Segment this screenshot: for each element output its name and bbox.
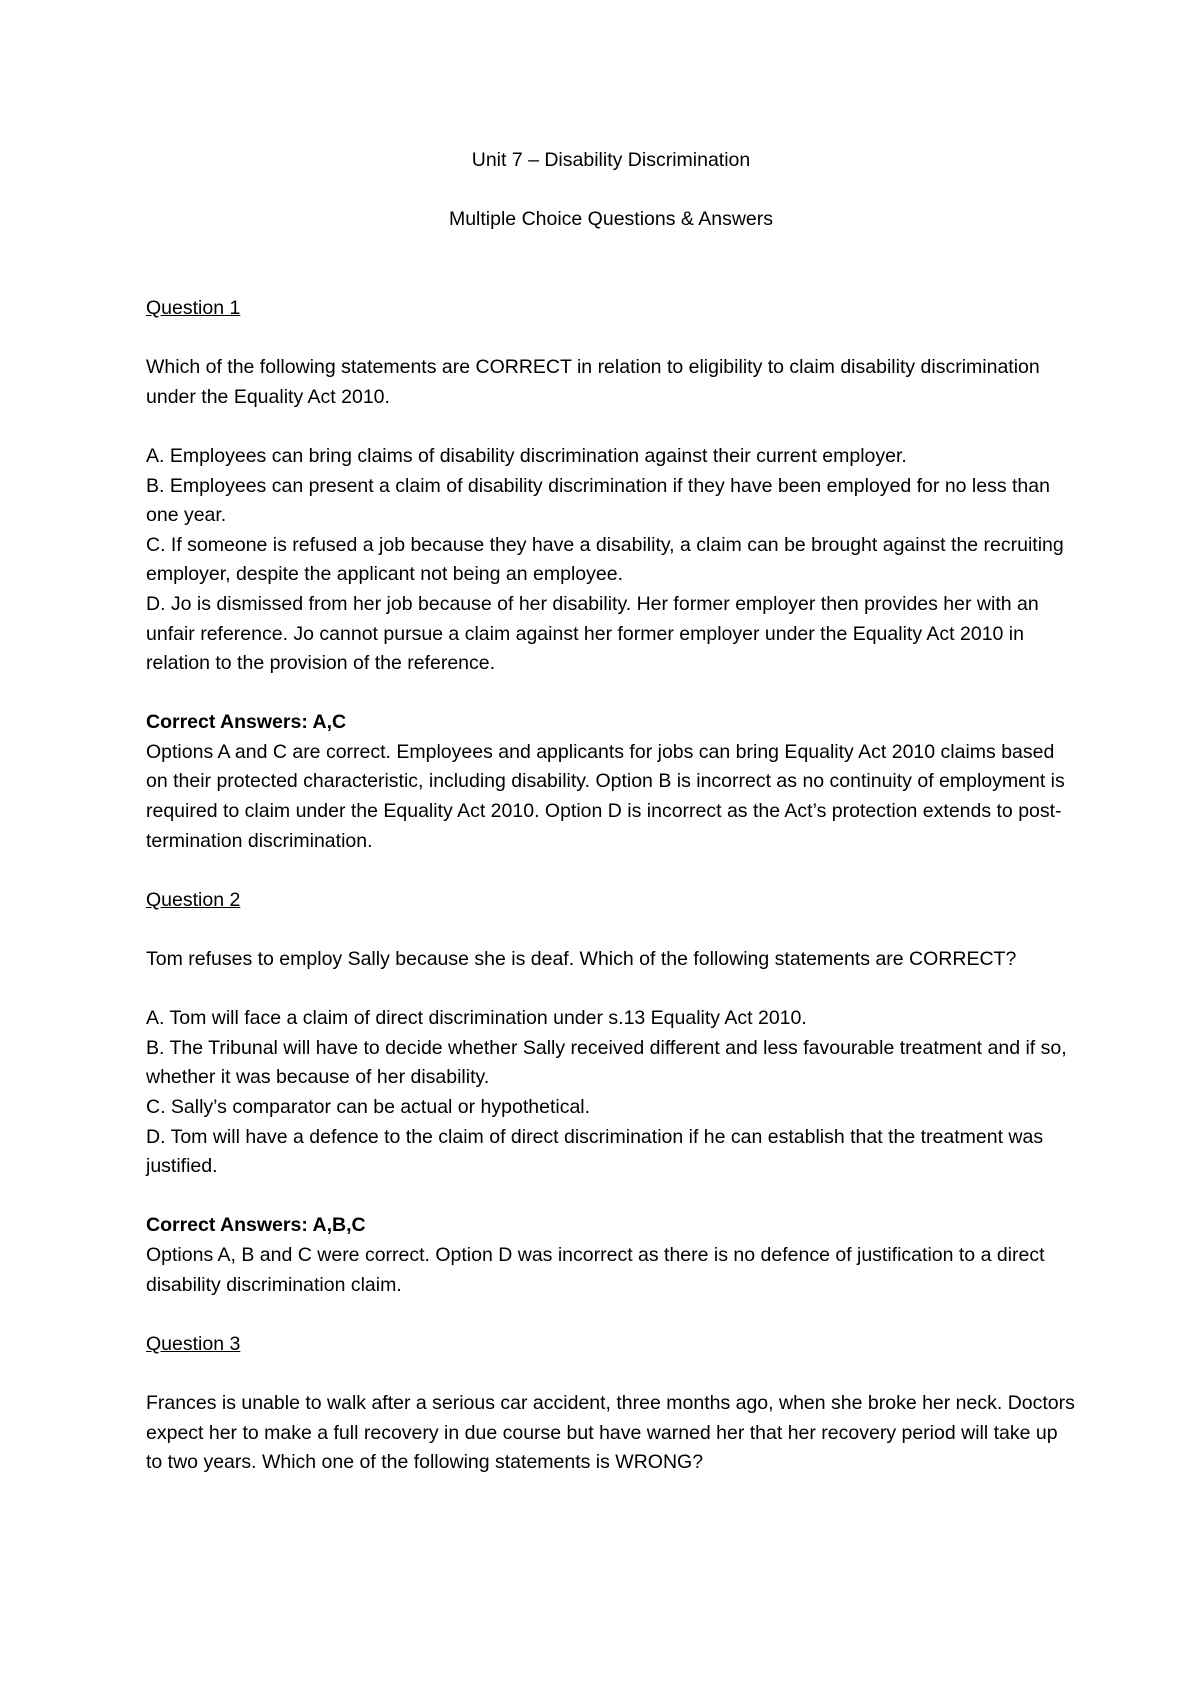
- page-subtitle: Multiple Choice Questions & Answers: [448, 208, 774, 231]
- option-list: [146, 442, 1076, 679]
- option-a: A. Employees can bring claims of disability discrimination against their current employer.: [146, 444, 907, 467]
- option-b: B. The Tribunal will have to decide whether Sally received different and less favourable treatment and if so, whether it was because of her disability.: [146, 1036, 1067, 1089]
- question-stem: Which of the following statements are CORRECT in relation to eligibility to claim disability discrimination under the Equality Act 2010.: [146, 356, 1040, 408]
- question-1: [146, 294, 1076, 856]
- question-stem: Tom refuses to employ Sally because she is deaf. Which of the following statements are CORRECT?: [146, 948, 1017, 971]
- option-list: [146, 1004, 1076, 1182]
- page-title: Unit 7 – Disability Discrimination: [471, 149, 751, 171]
- correct-answers: Correct Answers: A,C: [146, 711, 347, 734]
- question-heading: Question 3: [146, 1332, 241, 1355]
- option-a: A. Tom will face a claim of direct discrimination under s.13 Equality Act 2010.: [146, 1007, 807, 1030]
- option-c: C. If someone is refused a job because they have a disability, a claim can be brought against the recruiting employer, despite the applicant not being an employee.: [146, 533, 1064, 586]
- correct-answers: Correct Answers: A,B,C: [146, 1214, 366, 1237]
- question-heading: Question 1: [146, 296, 241, 319]
- question-3: [146, 1330, 1076, 1478]
- option-c: C. Sally’s comparator can be actual or hypothetical.: [146, 1096, 591, 1118]
- option-d: D. Tom will have a defence to the claim of direct discrimination if he can establish that the treatment was justified.: [146, 1125, 1044, 1178]
- answer-explanation: Options A and C are correct. Employees and applicants for jobs can bring Equality Act 2010 claims based on their protected characteristic, including disability. Option B is incorrect as no continuity of employment is required to claim under the Equality Act 2010. Option D is incorrect as the Act’s protection extends to post-termination discrimination.: [146, 740, 1065, 852]
- question-stem: Frances is unable to walk after a serious car accident, three months ago, when she broke her neck. Doctors expect her to make a full recovery in due course but have warned her that her recovery period will take up to two years. Which one of the following statements is WRONG?: [146, 1391, 1075, 1474]
- option-b: B. Employees can present a claim of disability discrimination if they have been employed for no less than one year.: [146, 474, 1050, 527]
- question-heading: Question 2: [146, 888, 241, 911]
- option-d: D. Jo is dismissed from her job because of her disability. Her former employer then provides her with an unfair reference. Jo cannot pursue a claim against her former employer under the Equality Act 2010 in relation to the provision of the reference.: [146, 592, 1039, 675]
- answer-explanation: Options A, B and C were correct. Option D was incorrect as there is no defence of justification to a direct disability discrimination claim.: [146, 1243, 1045, 1296]
- document-content: [146, 146, 1076, 1507]
- question-2: [146, 886, 1076, 1300]
